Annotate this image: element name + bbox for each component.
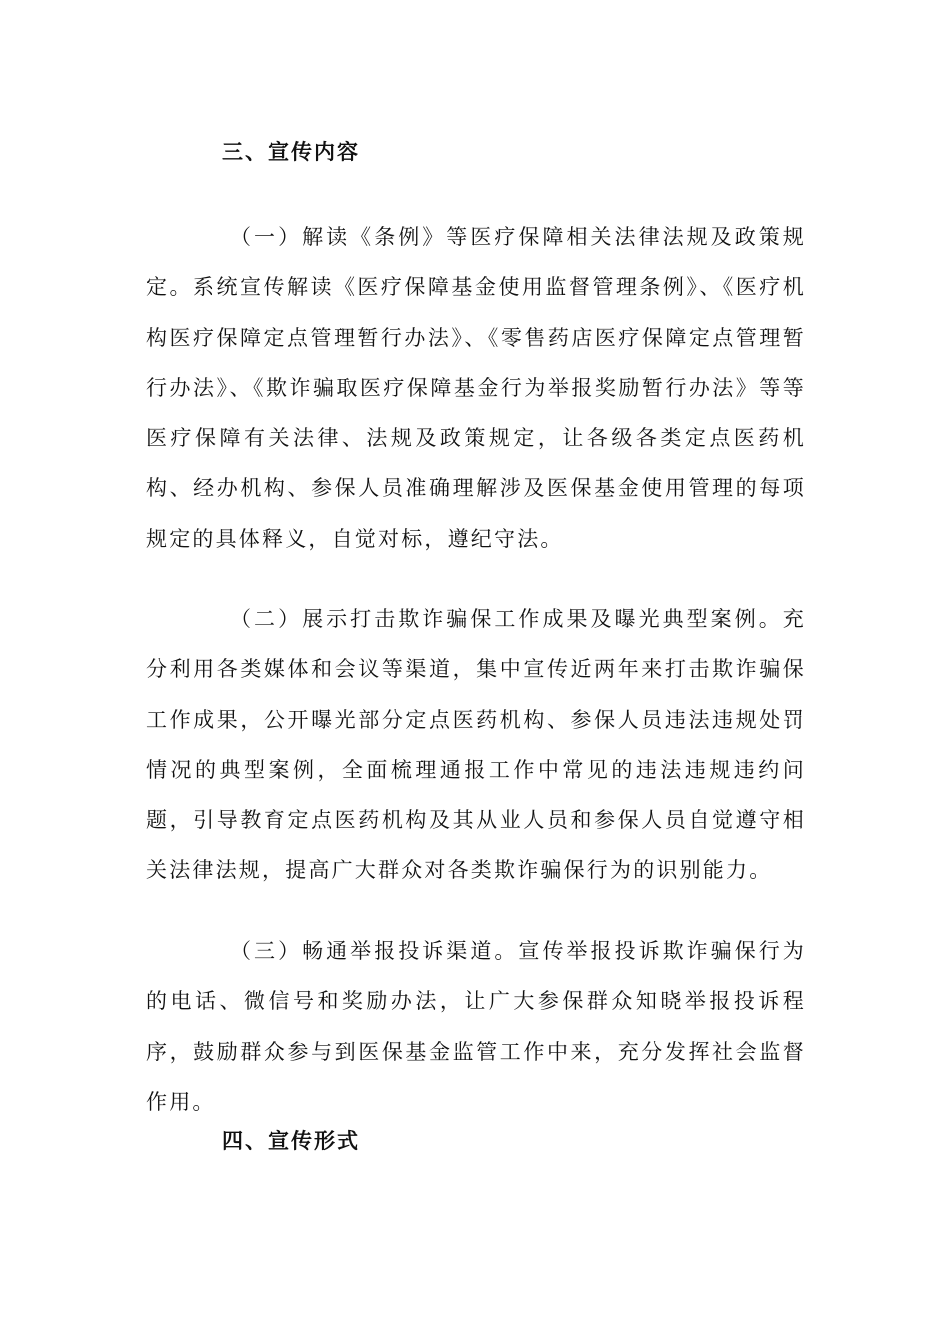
section-three-heading: 三、宣传内容 [222,140,360,164]
paragraph-one: （一）解读《条例》等医疗保障相关法律法规及政策规定。系统宣传解读《医疗保障基金使用监督管理条例》、《医疗机构医疗保障定点管理暂行办法》、《零售药店医疗保障定点管理暂行办法》、《欺诈骗取医疗保障基金行为举报奖励暂行办法》等等医疗保障有关法律、法规及政策规定，让各级各类定点医药机构、经办机构、参保人员准确理解涉及医保基金使用管理的每项规定的具体释义，自觉对标，遵纪守法。 [146,225,806,551]
paragraph-two: （二）展示打击欺诈骗保工作成果及曝光典型案例。充分利用各类媒体和会议等渠道，集中宣传近两年来打击欺诈骗保工作成果，公开曝光部分定点医药机构、参保人员违法违规处罚情况的典型案例，全面梳理通报工作中常见的违法违规违约问题，引导教育定点医药机构及其从业人员和参保人员自觉遵守相关法律法规，提高广大群众对各类欺诈骗保行为的识别能力。 [146,607,806,883]
paragraph-three: （三）畅通举报投诉渠道。宣传举报投诉欺诈骗保行为的电话、微信号和奖励办法，让广大参保群众知晓举报投诉程序，鼓励群众参与到医保基金监管工作中来，充分发挥社会监督作用。 [146,939,806,1114]
section-four-heading: 四、宣传形式 [222,1129,360,1153]
